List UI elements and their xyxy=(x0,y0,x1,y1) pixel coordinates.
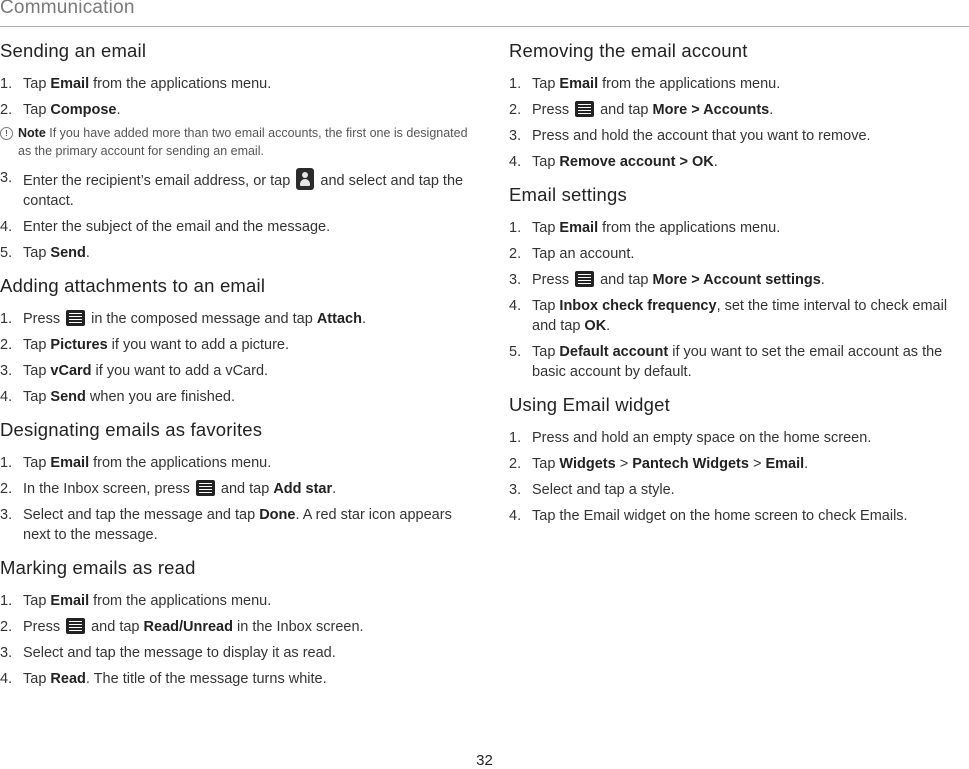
list-item: 3. Select and tap the message to display it as read. xyxy=(0,645,336,661)
section-title: Email settings xyxy=(509,184,627,205)
list-item: 2. Press and tap Read/Unread in the Inbox screen. xyxy=(0,619,364,635)
left-column xyxy=(0,40,470,701)
section-attachments xyxy=(0,275,470,407)
steps-list xyxy=(0,591,470,689)
list-item: 4. Tap Read. The title of the message turns white. xyxy=(0,671,327,687)
list-item: 4. Enter the subject of the email and the message. xyxy=(0,219,331,235)
list-item: 2. Tap an account. xyxy=(509,246,635,262)
steps-list xyxy=(509,218,969,382)
steps-list xyxy=(509,428,969,526)
list-item: 1. Press and hold an empty space on the home screen. xyxy=(509,430,872,446)
list-item: 1. Tap Email from the applications menu. xyxy=(0,76,272,92)
menu-icon xyxy=(66,310,85,326)
right-column xyxy=(509,40,969,538)
page-header xyxy=(0,0,969,27)
menu-icon xyxy=(196,480,215,496)
section-mark-read xyxy=(0,557,470,689)
list-item: 4. Tap Inbox check frequency, set the time interval to check email and tap OK. xyxy=(509,298,948,334)
list-item: 1. Press in the composed message and tap Attach. xyxy=(0,311,366,327)
list-item: 4. Tap Remove account > OK. xyxy=(509,154,718,170)
list-item: 5. Tap Send. xyxy=(0,245,90,261)
list-item: 2. Tap Pictures if you want to add a picture. xyxy=(0,337,290,353)
list-item: 1. Tap Email from the applications menu. xyxy=(509,220,781,236)
section-title: Sending an email xyxy=(0,40,147,61)
section-title: Designating emails as favorites xyxy=(0,419,263,440)
list-item: 1. Tap Email from the applications menu. xyxy=(509,76,781,92)
steps-list xyxy=(509,74,969,172)
section-favorites xyxy=(0,419,470,545)
section-email-widget xyxy=(509,394,969,526)
steps-list xyxy=(0,74,470,120)
list-item: 3. Select and tap the message and tap Done. A red star icon appears next to the message. xyxy=(0,507,452,543)
steps-list xyxy=(0,453,470,545)
list-item: 3. Press and hold the account that you want to remove. xyxy=(509,128,871,144)
list-item: 3. Select and tap a style. xyxy=(509,482,675,498)
section-title: Marking emails as read xyxy=(0,557,196,578)
steps-list xyxy=(0,309,470,407)
section-remove-account xyxy=(509,40,969,172)
list-item: 2. Press and tap More > Accounts. xyxy=(509,102,774,118)
list-item: 4. Tap the Email widget on the home screen to check Emails. xyxy=(509,508,908,524)
info-icon: ! xyxy=(0,127,13,140)
menu-icon xyxy=(575,101,594,117)
contact-icon xyxy=(296,168,314,190)
list-item: 4. Tap Send when you are finished. xyxy=(0,389,235,405)
steps-list xyxy=(0,168,470,263)
list-item: 3. Tap vCard if you want to add a vCard. xyxy=(0,363,269,379)
list-item: 5. Tap Default account if you want to set the email account as the basic account by default. xyxy=(509,344,943,380)
section-title: Using Email widget xyxy=(509,394,670,415)
chapter-title: Communication xyxy=(0,0,135,18)
section-title: Removing the email account xyxy=(509,40,748,61)
section-title: Adding attachments to an email xyxy=(0,275,266,296)
list-item: 3. Enter the recipient’s email address, or tap and select and tap the contact. xyxy=(0,170,464,209)
section-sending-email xyxy=(0,40,470,263)
list-item: 1. Tap Email from the applications menu. xyxy=(0,593,272,609)
list-item: 2. In the Inbox screen, press and tap Add star. xyxy=(0,481,337,497)
menu-icon xyxy=(66,618,85,634)
note: ! Note If you have added more than two email accounts, the first one is designated as the primary account for sending an email. xyxy=(0,124,470,160)
menu-icon xyxy=(575,271,594,287)
list-item: 1. Tap Email from the applications menu. xyxy=(0,455,272,471)
section-email-settings xyxy=(509,184,969,382)
list-item: 2. Tap Widgets > Pantech Widgets > Email. xyxy=(509,456,809,472)
page-number: 32 xyxy=(476,752,493,769)
list-item: 2. Tap Compose. xyxy=(0,102,121,118)
list-item: 3. Press and tap More > Account settings. xyxy=(509,272,825,288)
